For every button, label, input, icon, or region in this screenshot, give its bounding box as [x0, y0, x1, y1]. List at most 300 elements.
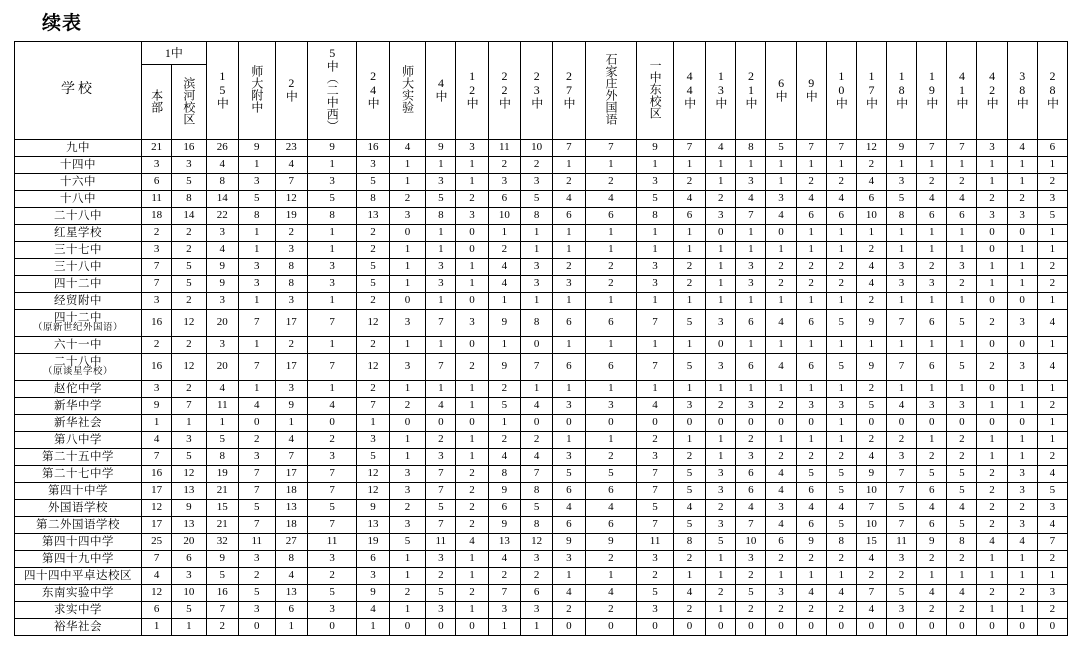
- cell: 32: [206, 534, 238, 551]
- header-col-6-label: 4中: [433, 76, 448, 103]
- cell: 3: [637, 276, 674, 293]
- cell: 0: [553, 415, 585, 432]
- cell: 9: [488, 354, 520, 381]
- cell: 3: [172, 568, 206, 585]
- cell: 0: [917, 415, 947, 432]
- cell: 2: [706, 500, 736, 517]
- cell: 5: [637, 500, 674, 517]
- cell: 8: [520, 517, 552, 534]
- cell: 2: [673, 602, 705, 619]
- cell: 1: [766, 432, 796, 449]
- cell: 1: [456, 276, 488, 293]
- cell: 4: [206, 242, 238, 259]
- cell: 10: [520, 140, 552, 157]
- cell: 12: [357, 483, 389, 500]
- cell: 3: [766, 500, 796, 517]
- cell: 1: [637, 157, 674, 174]
- cell: 27: [275, 534, 307, 551]
- cell: 2: [1037, 174, 1067, 191]
- cell: 1: [796, 225, 826, 242]
- cell: 1: [553, 432, 585, 449]
- cell: 16: [142, 310, 172, 337]
- row-label: 裕华社会: [15, 619, 142, 636]
- cell: 1: [947, 381, 977, 398]
- header-col-9: [520, 42, 552, 140]
- cell: 4: [796, 191, 826, 208]
- cell: 1: [585, 432, 637, 449]
- cell: 4: [142, 568, 172, 585]
- cell: 1: [917, 225, 947, 242]
- cell: 4: [856, 174, 886, 191]
- cell: 5: [826, 517, 856, 534]
- cell: 1: [637, 381, 674, 398]
- cell: 7: [238, 466, 275, 483]
- table-row: [15, 534, 1068, 551]
- cell: 1: [238, 337, 275, 354]
- cell: 1: [706, 381, 736, 398]
- cell: 4: [275, 157, 307, 174]
- cell: 13: [357, 517, 389, 534]
- cell: 3: [275, 293, 307, 310]
- cell: 7: [172, 398, 206, 415]
- cell: 5: [673, 517, 705, 534]
- cell: 1: [977, 276, 1007, 293]
- cell: 2: [856, 432, 886, 449]
- cell: 2: [856, 242, 886, 259]
- cell: 1: [917, 337, 947, 354]
- cell: 3: [426, 551, 456, 568]
- cell: 5: [826, 310, 856, 337]
- table-row: [15, 140, 1068, 157]
- cell: 0: [977, 381, 1007, 398]
- cell: 1: [1007, 381, 1037, 398]
- cell: 7: [637, 310, 674, 337]
- cell: 1: [1037, 157, 1067, 174]
- cell: 1: [456, 568, 488, 585]
- cell: 10: [488, 208, 520, 225]
- cell: 20: [172, 534, 206, 551]
- cell: 4: [456, 534, 488, 551]
- cell: 3: [766, 585, 796, 602]
- cell: 1: [796, 293, 826, 310]
- cell: 15: [206, 500, 238, 517]
- cell: 4: [826, 585, 856, 602]
- cell: 0: [238, 415, 275, 432]
- cell: 1: [1007, 551, 1037, 568]
- cell: 2: [796, 174, 826, 191]
- header-col-7-label: 12中: [465, 69, 480, 110]
- cell: 1: [706, 259, 736, 276]
- cell: 9: [307, 140, 357, 157]
- cell: 0: [706, 225, 736, 242]
- cell: 19: [275, 208, 307, 225]
- header-col-10-label: 27中: [562, 69, 577, 110]
- cell: 7: [886, 517, 916, 534]
- cell: 3: [520, 174, 552, 191]
- cell: 1: [1037, 381, 1067, 398]
- cell: 1: [172, 619, 206, 636]
- cell: 3: [736, 449, 766, 466]
- cell: 6: [856, 191, 886, 208]
- cell: 9: [357, 500, 389, 517]
- cell: 3: [947, 259, 977, 276]
- cell: 4: [553, 191, 585, 208]
- cell: 1: [826, 242, 856, 259]
- header-col-4: [357, 42, 389, 140]
- row-label: 三十八中: [15, 259, 142, 276]
- cell: 0: [456, 415, 488, 432]
- cell: 12: [357, 354, 389, 381]
- cell: 0: [456, 225, 488, 242]
- cell: 4: [585, 585, 637, 602]
- cell: 3: [238, 602, 275, 619]
- cell: 7: [947, 140, 977, 157]
- cell: 6: [275, 602, 307, 619]
- header-col-5: [389, 42, 426, 140]
- cell: 12: [357, 310, 389, 337]
- cell: 1: [1037, 415, 1067, 432]
- header-col-3-label: 5中（二中西）: [325, 46, 340, 133]
- table-row: [15, 449, 1068, 466]
- cell: 7: [917, 140, 947, 157]
- cell: 1: [553, 381, 585, 398]
- cell: 4: [275, 432, 307, 449]
- table-row: [15, 568, 1068, 585]
- cell: 9: [488, 483, 520, 500]
- cell: 8: [275, 276, 307, 293]
- cell: 1: [1007, 602, 1037, 619]
- cell: 0: [977, 619, 1007, 636]
- cell: 3: [426, 276, 456, 293]
- cell: 1: [1007, 432, 1037, 449]
- header-col-8-label: 22中: [497, 69, 512, 110]
- cell: 4: [488, 259, 520, 276]
- row-label: 第四十九中学: [15, 551, 142, 568]
- cell: 1: [1007, 259, 1037, 276]
- row-label: 四十二中: [15, 276, 142, 293]
- header-row-top: [15, 42, 1068, 65]
- cell: 3: [172, 157, 206, 174]
- cell: 5: [172, 602, 206, 619]
- cell: 18: [142, 208, 172, 225]
- row-label: 新华中学: [15, 398, 142, 415]
- cell: 1: [172, 415, 206, 432]
- cell: 5: [886, 585, 916, 602]
- row-label: 新华社会: [15, 415, 142, 432]
- cell: 5: [826, 483, 856, 500]
- cell: 7: [856, 500, 886, 517]
- cell: 5: [637, 585, 674, 602]
- cell: 0: [736, 619, 766, 636]
- cell: 2: [736, 602, 766, 619]
- cell: 3: [206, 337, 238, 354]
- cell: 7: [142, 551, 172, 568]
- cell: 6: [488, 500, 520, 517]
- cell: 1: [673, 432, 705, 449]
- cell: 5: [357, 259, 389, 276]
- header-col-13: [673, 42, 705, 140]
- cell: 0: [520, 415, 552, 432]
- cell: 3: [637, 449, 674, 466]
- cell: 8: [357, 191, 389, 208]
- cell: 3: [977, 140, 1007, 157]
- table-row: [15, 225, 1068, 242]
- cell: 20: [206, 354, 238, 381]
- cell: 3: [488, 174, 520, 191]
- cell: 2: [766, 398, 796, 415]
- cell: 6: [357, 551, 389, 568]
- row-label: 十六中: [15, 174, 142, 191]
- cell: 22: [206, 208, 238, 225]
- cell: 0: [456, 242, 488, 259]
- cell: 3: [766, 191, 796, 208]
- cell: 2: [172, 337, 206, 354]
- cell: 3: [706, 354, 736, 381]
- cell: 4: [488, 551, 520, 568]
- row-label: 二十八中: [15, 208, 142, 225]
- cell: 3: [706, 310, 736, 337]
- cell: 0: [947, 415, 977, 432]
- cell: 2: [947, 276, 977, 293]
- cell: 5: [673, 466, 705, 483]
- cell: 1: [736, 225, 766, 242]
- cell: 5: [206, 568, 238, 585]
- cell: 5: [307, 500, 357, 517]
- cell: 0: [977, 337, 1007, 354]
- cell: 17: [275, 354, 307, 381]
- cell: 3: [389, 354, 426, 381]
- cell: 3: [426, 449, 456, 466]
- cell: 11: [637, 534, 674, 551]
- cell: 2: [585, 449, 637, 466]
- cell: 8: [206, 449, 238, 466]
- cell: 3: [706, 208, 736, 225]
- cell: 3: [553, 276, 585, 293]
- cell: 1: [456, 398, 488, 415]
- cell: 4: [886, 398, 916, 415]
- cell: 3: [706, 483, 736, 500]
- cell: 8: [172, 191, 206, 208]
- cell: 1: [488, 225, 520, 242]
- cell: 6: [917, 310, 947, 337]
- cell: 4: [736, 500, 766, 517]
- cell: 9: [357, 585, 389, 602]
- cell: 1: [766, 293, 796, 310]
- cell: 3: [238, 551, 275, 568]
- cell: 4: [796, 585, 826, 602]
- cell: 4: [206, 381, 238, 398]
- cell: 11: [238, 534, 275, 551]
- cell: 2: [673, 259, 705, 276]
- cell: 9: [488, 517, 520, 534]
- cell: 12: [520, 534, 552, 551]
- row-label: 外国语学校: [15, 500, 142, 517]
- cell: 3: [947, 398, 977, 415]
- cell: 0: [520, 337, 552, 354]
- cell: 0: [389, 415, 426, 432]
- cell: 12: [172, 354, 206, 381]
- cell: 5: [856, 398, 886, 415]
- cell: 4: [389, 140, 426, 157]
- cell: 7: [585, 140, 637, 157]
- cell: 3: [1037, 585, 1067, 602]
- cell: 3: [1007, 517, 1037, 534]
- cell: 0: [238, 619, 275, 636]
- cell: 3: [456, 140, 488, 157]
- cell: 1: [307, 225, 357, 242]
- cell: 1: [426, 293, 456, 310]
- cell: 2: [856, 157, 886, 174]
- cell: 1: [637, 242, 674, 259]
- cell: 0: [977, 242, 1007, 259]
- cell: 0: [706, 337, 736, 354]
- cell: 2: [917, 449, 947, 466]
- header-col-25-label: 28中: [1045, 69, 1060, 110]
- cell: 3: [142, 381, 172, 398]
- header-col-0-label: 15中: [215, 69, 230, 110]
- cell: 1: [826, 225, 856, 242]
- cell: 1: [1037, 432, 1067, 449]
- cell: 13: [275, 585, 307, 602]
- cell: 1: [977, 174, 1007, 191]
- cell: 1: [585, 225, 637, 242]
- cell: 1: [585, 381, 637, 398]
- cell: 7: [856, 585, 886, 602]
- cell: 2: [1037, 449, 1067, 466]
- cell: 2: [1037, 551, 1067, 568]
- row-label: 红星学校: [15, 225, 142, 242]
- cell: 7: [520, 466, 552, 483]
- cell: 12: [357, 466, 389, 483]
- cell: 2: [826, 551, 856, 568]
- cell: 4: [766, 310, 796, 337]
- row-label: 第二十七中学: [15, 466, 142, 483]
- cell: 2: [796, 551, 826, 568]
- row-label: 六十一中: [15, 337, 142, 354]
- cell: 1: [585, 293, 637, 310]
- cell: 6: [585, 517, 637, 534]
- cell: 7: [553, 140, 585, 157]
- cell: 6: [736, 354, 766, 381]
- cell: 5: [520, 191, 552, 208]
- cell: 2: [796, 449, 826, 466]
- cell: 6: [585, 310, 637, 337]
- header-col-2-label: 2中: [284, 76, 299, 103]
- cell: 2: [1007, 500, 1037, 517]
- cell: 1: [886, 337, 916, 354]
- header-col-0: [206, 42, 238, 140]
- cell: 3: [1007, 483, 1037, 500]
- cell: 1: [456, 174, 488, 191]
- cell: 1: [307, 293, 357, 310]
- cell: 5: [172, 276, 206, 293]
- cell: 3: [389, 208, 426, 225]
- cell: 4: [238, 398, 275, 415]
- cell: 2: [426, 568, 456, 585]
- cell: 4: [1007, 140, 1037, 157]
- cell: 5: [947, 517, 977, 534]
- cell: 5: [917, 466, 947, 483]
- cell: 2: [886, 568, 916, 585]
- cell: 4: [826, 191, 856, 208]
- cell: 1: [706, 276, 736, 293]
- cell: 4: [856, 259, 886, 276]
- cell: 1: [706, 551, 736, 568]
- cell: 7: [206, 602, 238, 619]
- table-row: [15, 619, 1068, 636]
- cell: 1: [456, 259, 488, 276]
- cell: 6: [947, 208, 977, 225]
- cell: 0: [307, 415, 357, 432]
- cell: 4: [706, 140, 736, 157]
- cell: 7: [886, 466, 916, 483]
- cell: 1: [520, 293, 552, 310]
- cell: 3: [389, 483, 426, 500]
- cell: 3: [826, 398, 856, 415]
- cell: 7: [886, 310, 916, 337]
- cell: 2: [553, 174, 585, 191]
- cell: 1: [766, 174, 796, 191]
- cell: 1: [886, 157, 916, 174]
- header-col-6: [426, 42, 456, 140]
- header-group-binhe: [172, 65, 206, 140]
- cell: 3: [389, 517, 426, 534]
- cell: 7: [357, 398, 389, 415]
- cell: 3: [172, 432, 206, 449]
- cell: 3: [307, 259, 357, 276]
- cell: 2: [706, 585, 736, 602]
- cell: 0: [856, 619, 886, 636]
- cell: 0: [1007, 619, 1037, 636]
- cell: 7: [426, 354, 456, 381]
- cell: 1: [553, 337, 585, 354]
- header-col-17-label: 9中: [804, 76, 819, 103]
- cell: 2: [1007, 585, 1037, 602]
- cell: 2: [456, 466, 488, 483]
- cell: 1: [426, 242, 456, 259]
- cell: 0: [1007, 293, 1037, 310]
- cell: 1: [766, 242, 796, 259]
- cell: 7: [886, 354, 916, 381]
- cell: 5: [488, 398, 520, 415]
- cell: 9: [856, 310, 886, 337]
- cell: 2: [1037, 398, 1067, 415]
- cell: 4: [766, 466, 796, 483]
- cell: 3: [142, 242, 172, 259]
- cell: 4: [520, 398, 552, 415]
- cell: 1: [886, 293, 916, 310]
- cell: 6: [553, 208, 585, 225]
- cell: 6: [766, 534, 796, 551]
- table-row: [15, 191, 1068, 208]
- cell: 5: [766, 140, 796, 157]
- cell: 6: [917, 483, 947, 500]
- row-label: 东南实验中学: [15, 585, 142, 602]
- cell: 13: [275, 500, 307, 517]
- cell: 2: [275, 225, 307, 242]
- cell: 5: [389, 534, 426, 551]
- cell: 6: [796, 310, 826, 337]
- cell: 21: [206, 517, 238, 534]
- table-row: [15, 398, 1068, 415]
- cell: 11: [488, 140, 520, 157]
- header-col-12: [637, 42, 674, 140]
- cell: 1: [1007, 174, 1037, 191]
- cell: 23: [275, 140, 307, 157]
- cell: 13: [488, 534, 520, 551]
- cell: 1: [553, 293, 585, 310]
- cell: 3: [736, 276, 766, 293]
